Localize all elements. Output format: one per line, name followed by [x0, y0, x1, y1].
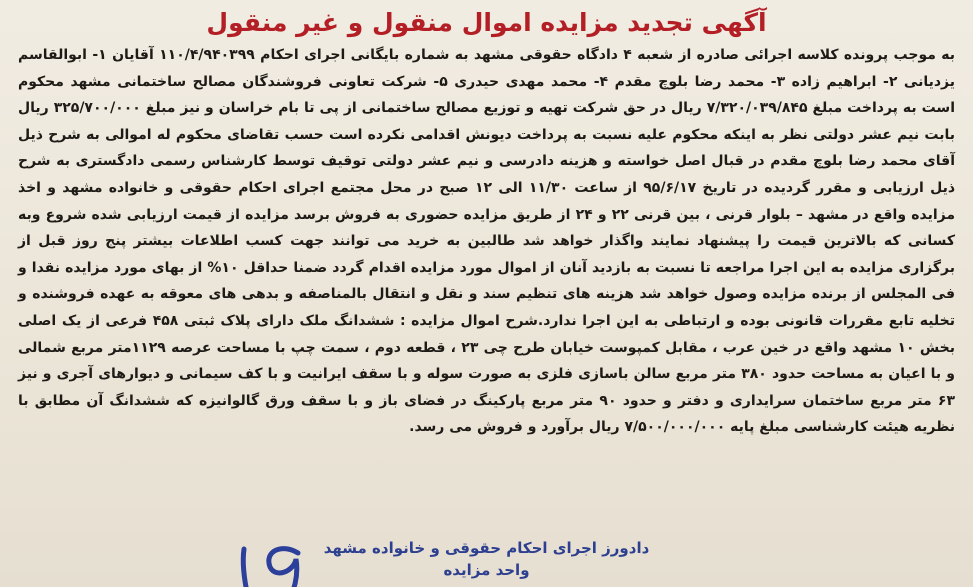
signature-block	[0, 537, 973, 581]
notice-paragraph: به موجب پرونده کلاسه اجرائی صادره از شعبه ۴ دادگاه حقوقی مشهد به شماره بایگانی اجرای احکام ۱۱۰/۴/۹۴۰۳۹۹ آقایان ۱- ابوالقاسم یزدیانی ۲- ابراهیم زاده ۳- محمد رضا بلوچ مقدم ۴- محمد مهدی حیدری ۵- شرکت تعاونی فروشندگان مصالح ساختمانی مشهد محکوم است به پرداخت مبلغ ۷/۳۲۰/۰۳۹/۸۴۵ ریال در حق شرکت تهیه و توزیع مصالح ساختمانی از پی تا بام خراسان و نیز مبلغ ۳۲۵/۷۰۰/۰۰۰ ریال بابت نیم عشر دولتی نظر به اینکه محکوم علیه نسبت به پرداخت دیونش اقدامی نکرده است حسب تقاضای محکوم له اموالی به شرح ذیل آقای محمد رضا بلوچ مقدم در قبال اصل خواسته و هزینه دادرسی و نیم عشر دولتی توقیف توسط کارشناس رسمی دادگستری به شرح ذیل ارزیابی و مقرر گردیده در تاریخ ۹۵/۶/۱۷ از ساعت ۱۱/۳۰ الی ۱۲ صبح در محل مجتمع اجرای احکام حقوقی و خانواده مشهد و اخذ مزایده واقع در مشهد – بلوار قرنی ، بین قرنی ۲۲ و ۲۴ از طریق مزایده حضوری به فروش برسد مزایده از قیمت ارزیابی شده شروع وبه کسانی که بالاترین قیمت را پیشنهاد نمایند واگذار خواهد شد طالبین به خرید می توانند جهت کسب اطلاعات بیشتر پنج روز قبل از برگزاری مزایده به این اجرا مراجعه تا نسبت به بازدید آنان از اموال مورد مزایده اقدام گردد ضمنا حداقل ۱۰% از بهای مورد مزایده نقدا و فی المجلس از برنده مزایده وصول خواهد شد هزینه های تنظیم سند و نقل و انتقال بالمناصفه و بدهی های معوقه به عهده فروشنده و تخلیه تابع مقررات قانونی بوده و ارتباطی به این اجرا ندارد.شرح اموال مزایده : ششدانگ ملک دارای پلاک ثبتی ۴۵۸ فرعی از یک اصلی بخش ۱۰ مشهد واقع در خین عرب ، مقابل کمپوست خیابان طرح چی ۲۳ ، قطعه دوم ، سمت چپ با مساحت عرصه ۱۱۲۹متر مربع شمالی و با اعیان به مساحت حدود ۳۸۰ متر مربع سالن باسازی فلزی به صورت سوله و با سقف ایرانیت و با کف سیمانی و دیوارهای آجری و نیز ۶۳ متر مربع ساختمان سرایداری و دفتر و حدود ۹۰ متر مربع پارکینگ در فضای باز و با سقف ورق گالوانیزه که ششدانگ آن مطابق با نظریه هیئت کارشناسی مبلغ پایه ۷/۵۰۰/۰۰۰/۰۰۰ ریال برآورد و فروش می رسد.	[18, 47, 956, 436]
notice-title: آگهی تجدید مزایده اموال منقول و غیر منقول	[206, 8, 767, 37]
signer-unit: واحد مزایده	[443, 561, 530, 579]
notice-body	[18, 42, 955, 441]
signer-office: دادورز اجرای احکام حقوقی و خانواده مشهد	[323, 539, 650, 557]
